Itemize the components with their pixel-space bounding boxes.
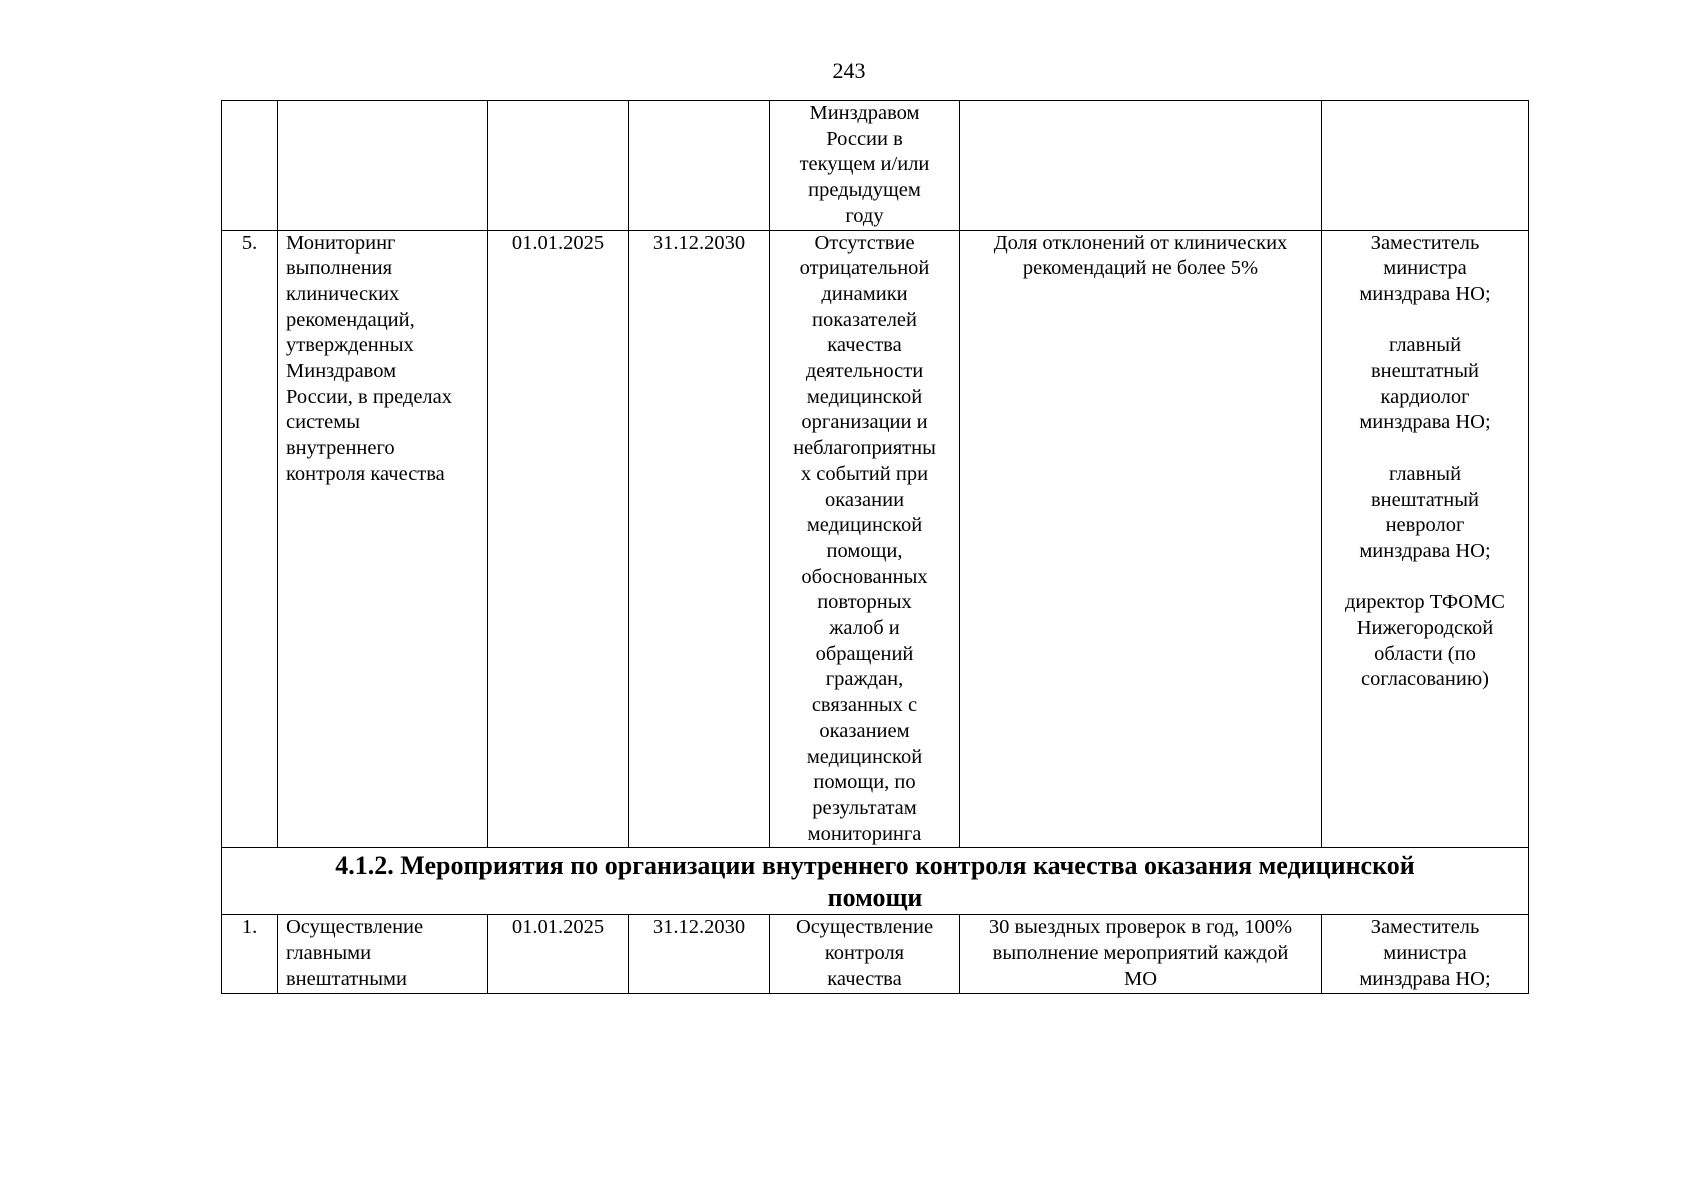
cell-responsible: Заместитель министра минздрава НО; [1322, 915, 1529, 993]
table-row-1 [222, 915, 1529, 993]
cell-result: Минздравом России в текущем и/или предыдущем году [770, 101, 960, 231]
cell-result: Осуществление контроля качества [770, 915, 960, 993]
cell-indicator [960, 101, 1322, 231]
cell-result: Отсутствие отрицательной динамики показателей качества деятельности медицинской организации и неблагоприятны х событий при оказании медицинской помощи, обоснованных повторных жалоб и обращений граждан, связанных с оказанием медицинской помощи, по результатам мониторинга [770, 230, 960, 848]
table-row-continuation [222, 101, 1529, 231]
cell-name: Осуществление главными внештатными [278, 915, 488, 993]
cell-number: 1. [222, 915, 278, 993]
cell-name [278, 101, 488, 231]
cell-start-date [488, 101, 629, 231]
cell-end-date: 31.12.2030 [629, 915, 770, 993]
cell-name: Мониторинг выполнения клинических рекомендаций, утвержденных Минздравом России, в пределах системы внутреннего контроля качества [278, 230, 488, 848]
cell-start-date: 01.01.2025 [488, 915, 629, 993]
cell-start-date: 01.01.2025 [488, 230, 629, 848]
measures-table [221, 100, 1529, 994]
cell-responsible: Заместитель министра минздрава НО; главный внештатный кардиолог минздрава НО; главный внештатный невролог минздрава НО; директор ТФОМС Нижегородской области (по согласованию) [1322, 230, 1529, 848]
cell-indicator: 30 выездных проверок в год, 100% выполнение мероприятий каждой МО [960, 915, 1322, 993]
cell-end-date: 31.12.2030 [629, 230, 770, 848]
cell-number: 5. [222, 230, 278, 848]
cell-number [222, 101, 278, 231]
cell-end-date [629, 101, 770, 231]
section-heading: 4.1.2. Мероприятия по организации внутреннего контроля качества оказания медицинской помощи [222, 848, 1529, 915]
cell-responsible [1322, 101, 1529, 231]
section-heading-row [222, 848, 1529, 915]
cell-indicator: Доля отклонений от клинических рекомендаций не более 5% [960, 230, 1322, 848]
table-row-5 [222, 230, 1529, 848]
page-number: 243 [832, 58, 866, 83]
